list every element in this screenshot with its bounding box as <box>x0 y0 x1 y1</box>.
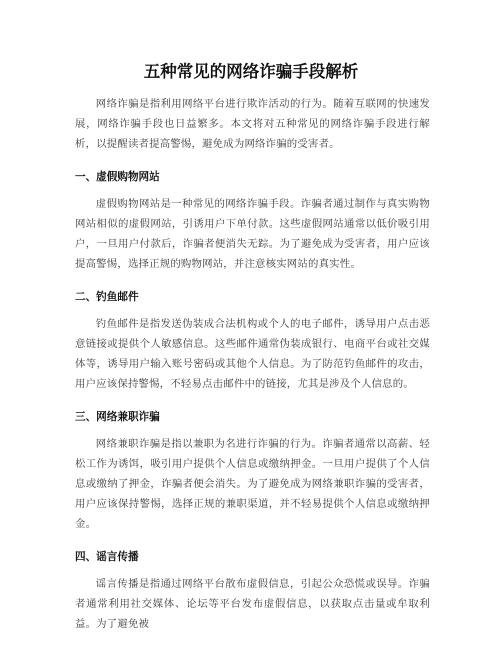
section-heading: 一、虚假购物网站 <box>75 171 160 183</box>
section-parttime-scam <box>75 408 430 534</box>
section-paragraph: 网络兼职诈骗是指以兼职为名进行诈骗的行为。诈骗者通常以高薪、轻松工作为诱饵，吸引用户提供个人信息或缴纳押金。一旦用户提供了个人信息或缴纳了押金，诈骗者便会消失。为了避免成为网络兼职诈骗的受害者，用户应该保持警惕，选择正规的兼职渠道，并不轻易提供个人信息或缴纳押金。 <box>75 438 430 530</box>
section-heading: 三、网络兼职诈骗 <box>75 411 160 423</box>
section-paragraph: 虚假购物网站是一种常见的网络诈骗手段。诈骗者通过制作与真实购物网站相似的虚假网站，引诱用户下单付款。这些虚假网站通常以低价吸引用户，一旦用户付款后，诈骗者便消失无踪。为了避免成为受害者，用户应该提高警惕，选择正规的购物网站，并注意核实网站的真实性。 <box>75 198 430 270</box>
section-phishing-email <box>75 288 430 394</box>
section-rumor-spreading <box>75 548 430 634</box>
section-heading: 四、谣言传播 <box>75 551 139 563</box>
section-fake-shopping <box>75 168 430 274</box>
section-heading: 二、钓鱼邮件 <box>75 291 139 303</box>
section-paragraph: 钓鱼邮件是指发送伪装成合法机构或个人的电子邮件，诱导用户点击恶意链接或提供个人敏感信息。这些邮件通常伪装成银行、电商平台或社交媒体等，诱导用户输入账号密码或其他个人信息。为了防范钓鱼邮件的攻击，用户应该保持警惕，不轻易点击邮件中的链接，尤其是涉及个人信息的。 <box>75 318 430 390</box>
section-paragraph: 谣言传播是指通过网络平台散布虚假信息，引起公众恐慌或误导。诈骗者通常利用社交媒体、论坛等平台发布虚假信息，以获取点击量或牟取利益。为了避免被 <box>75 578 430 630</box>
document-body <box>75 94 430 648</box>
intro-paragraph: 网络诈骗是指利用网络平台进行欺诈活动的行为。随着互联网的快速发展，网络诈骗手段也日益繁多。本文将对五种常见的网络诈骗手段进行解析，以提醒读者提高警惕，避免成为网络诈骗的受害者。 <box>75 98 430 150</box>
document-title: 五种常见的网络诈骗手段解析 <box>143 62 359 81</box>
